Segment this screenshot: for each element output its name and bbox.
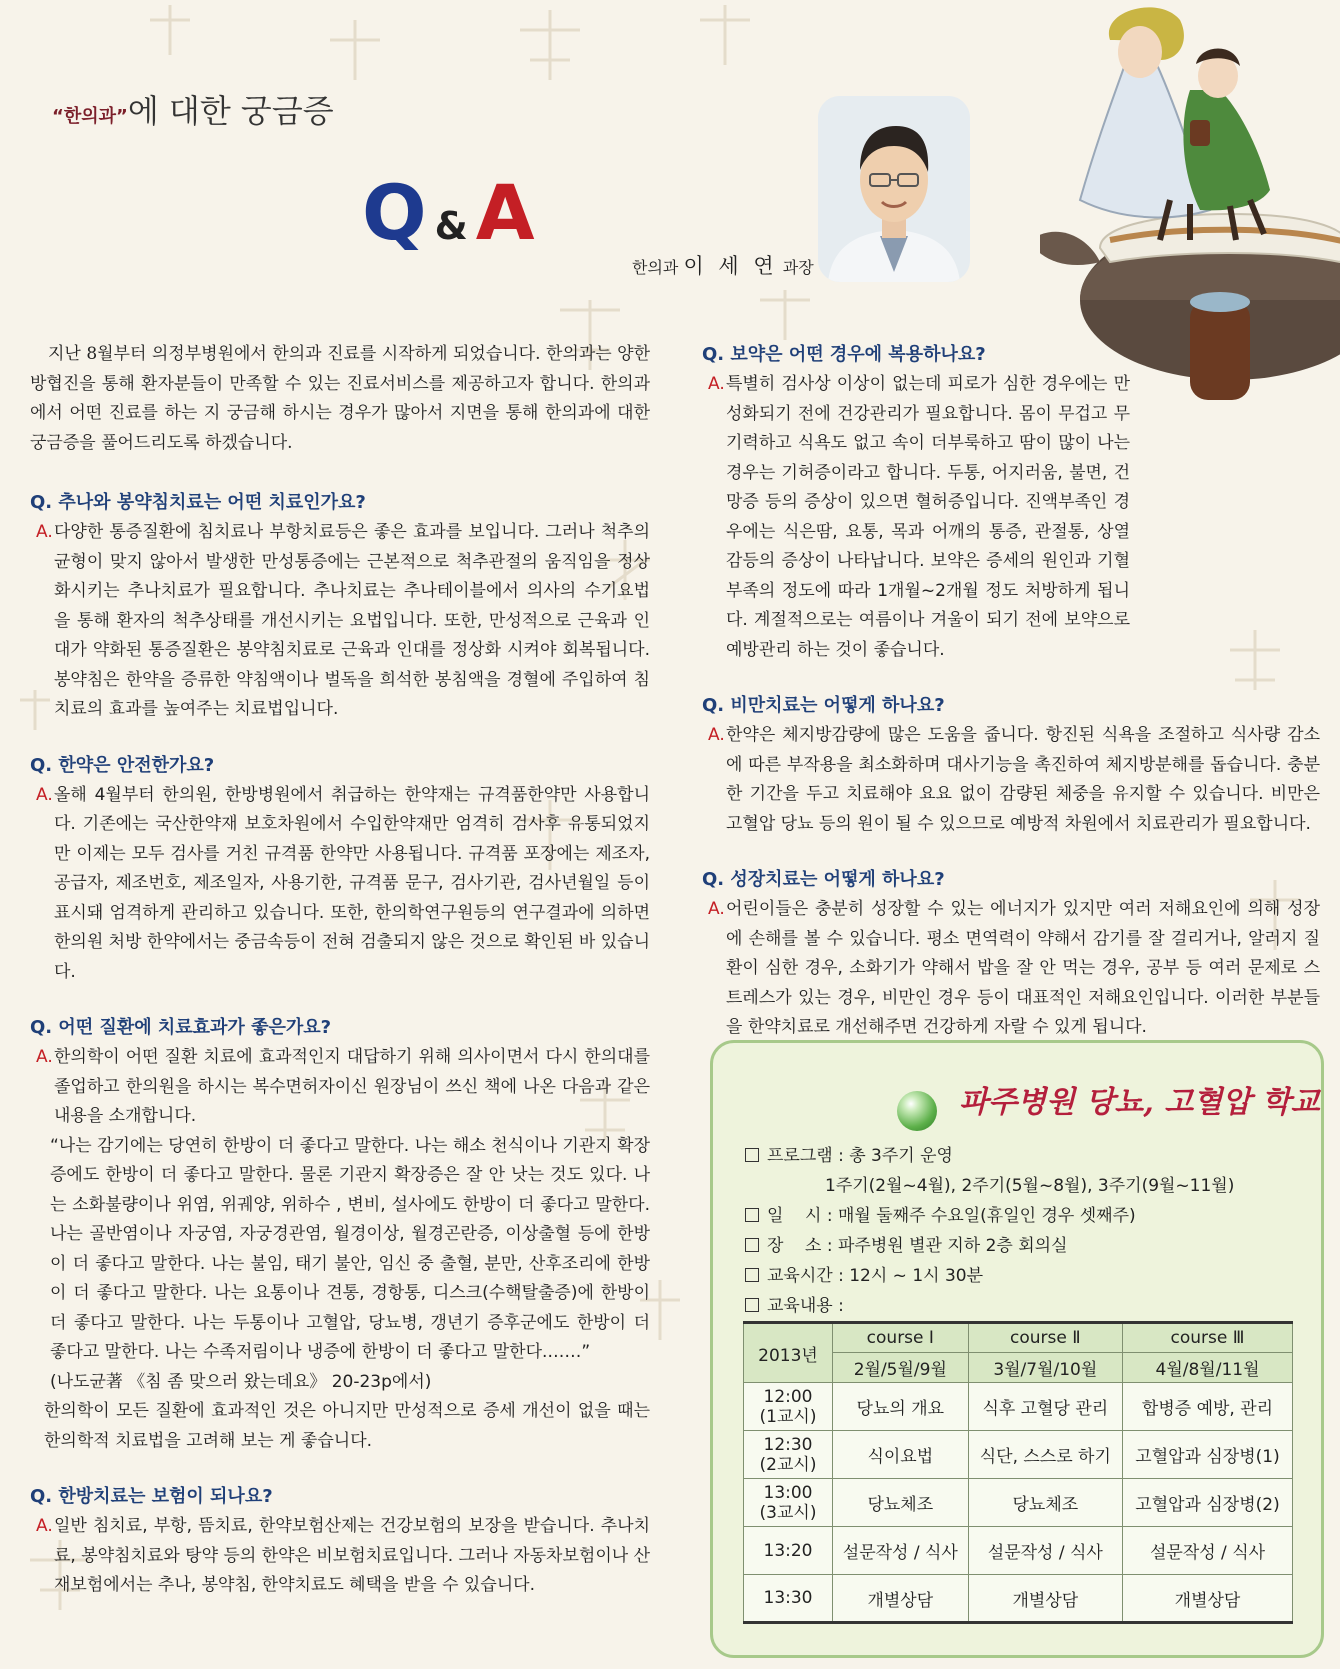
- table-cell: 개별상담: [1123, 1575, 1293, 1623]
- book-quote: “나는 감기에는 당연히 한방이 더 좋다고 말한다. 나는 해소 천식이나 기관지 확장증에도 한방이 더 좋다고 말한다. 물론 기관지 확장증은 잘 안 낫는 것도 있다. 나는 소화불량이나 위염, 위궤양, 위하수 , 변비, 설사에도 한방이 더 좋다고 말한다. 나는 골반염이나 자궁염, 자궁경관염, 월경이상, 월경곤란증, 이상출혈 등에 한방이 더 좋다고 말한다. 나는 불임, 태기 불안, 임신 중 출혈, 분만, 산후조리에 한방이 더 좋다고 말한다. 나는 요통이나 견통, 경항통, 디스크(수핵탈출증)에 한방이 더 좋다고 말한다. 나는 두통이나 고혈압, 당뇨병, 갱년기 증후군에도 한방이 더 좋다고 말한다. 나는 수족저림이나 냉증에 한방이 더 좋다고 말한다.……”: [50, 1135, 650, 1362]
- info-program-detail: 1주기(2월~4월), 2주기(5월~8월), 3주기(9월~11월): [825, 1176, 1235, 1196]
- table-course-header: course Ⅲ: [1123, 1323, 1293, 1353]
- answer-text: [30, 1512, 650, 1601]
- info-content-text: 교육내용 :: [767, 1296, 844, 1316]
- answer-text: [30, 781, 650, 988]
- question-heading: Q. 보약은 어떤 경우에 복용하나요?: [702, 344, 986, 365]
- qa-q: Q: [362, 168, 427, 257]
- checkbox-square-icon: [745, 1148, 759, 1162]
- left-column: [30, 340, 650, 1627]
- qa-section-effective-diseases: [30, 1013, 650, 1456]
- info-content: [745, 1291, 1234, 1321]
- qa-section-obesity: [702, 691, 1320, 839]
- qa-section-chuna: [30, 488, 650, 725]
- table-time: 13:00: [763, 1482, 813, 1503]
- question-heading: Q. 성장치료는 어떻게 하나요?: [702, 869, 945, 890]
- answer-text: [702, 370, 1320, 665]
- answer-mark: A.: [708, 725, 725, 745]
- question-heading: Q. 한방치료는 보험이 되나요?: [30, 1486, 273, 1507]
- table-period: (3교시): [759, 1502, 817, 1523]
- answer-body: 한의학이 어떤 질환 치료에 효과적인지 대답하기 위해 의사이면서 다시 한의대를 졸업하고 한의원을 하시는 복수면허자이신 원장님이 쓰신 책에 나온 다음과 같은 내용을 소개합니다.: [54, 1047, 650, 1126]
- table-row: [744, 1383, 1293, 1431]
- table-cell: 설문작성 / 식사: [1123, 1527, 1293, 1575]
- table-course-header: course Ⅱ: [968, 1323, 1122, 1353]
- question-heading: Q. 어떤 질환에 치료효과가 좋은가요?: [30, 1017, 332, 1038]
- book-citation: (나도균著 《침 좀 맞으러 왔는데요》 20-23p에서): [50, 1371, 432, 1392]
- answer-body: 일반 침치료, 부항, 뜸치료, 한약보험산제는 건강보험의 보장을 받습니다. 추나치료, 봉약침치료와 탕약 등의 한약은 비보험치료입니다. 그러나 자동차보험이나 산재보험에서는 추나, 봉약침, 한약치료도 혜택을 받을 수 있습니다.: [54, 1516, 650, 1595]
- table-time-cell: [744, 1383, 833, 1431]
- answer-mark: A.: [708, 899, 725, 919]
- answer-body: 어린이들은 충분히 성장할 수 있는 에너지가 있지만 여러 저해요인에 의해 성장에 손해를 볼 수 있습니다. 평소 면역력이 약해서 감기를 잘 걸리거나, 알러지 질환이 심한 경우, 소화기가 약해서 밥을 잘 안 먹는 경우, 공부 등 여러 문제로 스트레스가 있는 경우, 비만인 경우 등이 대표적인 저해요인입니다. 이러한 부분들을 한약치료로 개선해주면 건강하게 자랄 수 있게 됩니다.: [726, 899, 1320, 1037]
- qa-heading: [362, 168, 535, 257]
- table-cell: 당뇨체조: [833, 1479, 969, 1527]
- page-title: [52, 82, 334, 133]
- qa-section-tonic: [702, 340, 1320, 665]
- table-cell: 식후 고혈당 관리: [968, 1383, 1122, 1431]
- checkbox-square-icon: [745, 1268, 759, 1282]
- byline-dept: 한의과: [632, 258, 679, 277]
- checkbox-square-icon: [745, 1208, 759, 1222]
- info-program: [745, 1141, 1234, 1171]
- answer-body: 한약은 체지방감량에 많은 도움을 줍니다. 항진된 식욕을 조절하고 식사량 감소에 따른 부작용을 최소화하며 대사기능을 촉진하여 체지방분해를 돕습니다. 충분한 기간을 두고 치료해야 요요 없이 감량된 체중을 유지할 수 있습니다. 비만은 고혈압 당뇨 등의 원이 될 수 있으므로 예방적 차원에서 치료관리가 필요합니다.: [726, 725, 1320, 834]
- table-cell: 설문작성 / 식사: [968, 1527, 1122, 1575]
- answer-mark: A.: [36, 784, 53, 805]
- table-year: 2013년: [744, 1323, 833, 1383]
- qa-section-herbal-safety: [30, 751, 650, 988]
- table-row: [744, 1431, 1293, 1479]
- table-cell: 식이요법: [833, 1431, 969, 1479]
- answer-text: [30, 518, 650, 725]
- answer-mark: A.: [36, 1516, 53, 1536]
- qa-section-growth: [702, 865, 1320, 1043]
- table-period: (1교시): [759, 1406, 817, 1427]
- table-cell: 당뇨의 개요: [833, 1383, 969, 1431]
- table-row: [744, 1479, 1293, 1527]
- table-months-header: 2월/5월/9월: [833, 1353, 969, 1383]
- intro-paragraph: 지난 8월부터 의정부병원에서 한의과 진료를 시작하게 되었습니다. 한의과는 양한방협진을 통해 환자분들이 만족할 수 있는 진료서비스를 제공하고자 합니다. 한의과에서 어떤 진료를 하는 지 궁금해 하시는 경우가 많아서 지면을 통해 한의과에 대한 궁금증을 풀어드리도록 하겠습니다.: [30, 344, 650, 453]
- info-time-text: 교육시간 : 12시 ~ 1시 30분: [767, 1266, 984, 1286]
- answer-body: 특별히 검사상 이상이 없는데 피로가 심한 경우에는 만성화되기 전에 건강관리가 필요합니다. 몸이 무겁고 무기력하고 식욕도 없고 속이 더부룩하고 땀이 많이 나는 경우는 기허증이라고 합니다. 두통, 어지러움, 불면, 건망증 등의 증상이 있으면 혈허증입니다. 진액부족인 경우에는 식은땀, 요통, 목과 어깨의 통증, 관절통, 상열감등의 증상이 나타납니다. 보약은 증세의 원인과 기혈부족의 정도에 따라 1개월~2개월 정도 처방하게 됩니다. 계절적으로는 여름이나 겨울이 되기 전에 보약으로 예방관리 하는 것이 좋습니다.: [726, 374, 1130, 660]
- table-cell: 합병증 예방, 관리: [1123, 1383, 1293, 1431]
- info-time: [745, 1261, 1234, 1291]
- table-cell: 개별상담: [968, 1575, 1122, 1623]
- answer-body: 다양한 통증질환에 침치료나 부항치료등은 좋은 효과를 보입니다. 그러나 척추의 균형이 맞지 않아서 발생한 만성통증에는 근본적으로 척추관절의 움직임을 정상화시키는 추나치료가 필요합니다. 추나치료는 추나테이블에서 의사의 수기요법을 통해 환자의 척추상태를 개선시키는 요법입니다. 또한, 만성적으로 근육과 인대가 약화된 통증질환은 봉약침치료로 근육과 인대를 정상화 시켜야 회복됩니다. 봉약침은 한약을 증류한 약침액이나 벌독을 희석한 봉침액을 경혈에 주입하여 침치료의 효과를 높여주는 치료법입니다.: [54, 522, 650, 719]
- answer-body: 올해 4월부터 한의원, 한방병원에서 취급하는 한약재는 규격품한약만 사용합니다. 기존에는 국산한약재 보호차원에서 수입한약재만 엄격히 검사후 유통되었지만 이제는 모두 검사를 거친 규격품 한약만 사용됩니다. 규격품 포장에는 제조자, 공급자, 제조번호, 제조일자, 사용기한, 규격품 문구, 검사기관, 검사년월일 등이 표시돼 엄격하게 관리하고 있습니다. 또한, 한의학연구원등의 연구결과에 의하면 한의원 처방 한약에서는 중금속등이 전혀 검출되지 않은 것으로 확인된 바 있습니다.: [54, 784, 650, 982]
- school-title: 파주병원 당뇨, 고혈압 학교: [959, 1085, 1320, 1120]
- checkbox-square-icon: [745, 1238, 759, 1252]
- answer-mark: A.: [708, 374, 725, 394]
- table-time-cell: [744, 1479, 833, 1527]
- qa-section-insurance: [30, 1482, 650, 1601]
- table-time-cell: [744, 1431, 833, 1479]
- checkbox-square-icon: [745, 1298, 759, 1312]
- right-column: [702, 340, 1320, 1069]
- question-heading: Q. 비만치료는 어떻게 하나요?: [702, 695, 945, 716]
- info-date-text: 일 시 : 매월 둘째주 수요일(휴일인 경우 셋째주): [767, 1206, 1136, 1226]
- title-highlight: “한의과”: [52, 106, 128, 127]
- info-place: [745, 1231, 1234, 1261]
- diabetes-school-box: [710, 1040, 1324, 1658]
- table-row: [744, 1527, 1293, 1575]
- table-time-cell: 13:30: [744, 1575, 833, 1623]
- table-cell: 개별상담: [833, 1575, 969, 1623]
- table-row: [744, 1575, 1293, 1623]
- table-cell: 고혈압과 심장병(2): [1123, 1479, 1293, 1527]
- qa-a: A: [475, 168, 535, 257]
- table-months-header: 4월/8월/11월: [1123, 1353, 1293, 1383]
- author-byline: [632, 250, 814, 280]
- byline-title: 과장: [782, 258, 814, 277]
- info-place-text: 장 소 : 파주병원 별관 지하 2층 회의실: [767, 1236, 1068, 1256]
- table-time: 12:30: [763, 1434, 813, 1455]
- question-heading: Q. 추나와 봉약침치료는 어떤 치료인가요?: [30, 492, 366, 513]
- table-course-header: course Ⅰ: [833, 1323, 969, 1353]
- info-program-text: 프로그램 : 총 3주기 운영: [767, 1146, 953, 1166]
- doctor-photo: [818, 96, 970, 282]
- green-ball-icon: [897, 1091, 937, 1131]
- table-time-cell: 13:20: [744, 1527, 833, 1575]
- byline-name: 이 세 연: [683, 254, 778, 278]
- question-heading: Q. 한약은 안전한가요?: [30, 754, 215, 776]
- school-info: [745, 1141, 1234, 1321]
- title-rest: 에 대한 궁금증: [127, 92, 334, 130]
- answer-mark: A.: [36, 522, 53, 542]
- qa-amp: &: [434, 204, 468, 248]
- table-time: 12:00: [763, 1386, 813, 1407]
- answer-text: [702, 721, 1320, 839]
- info-date: [745, 1201, 1234, 1231]
- answer-mark: A.: [36, 1047, 53, 1067]
- answer-text: [702, 895, 1320, 1043]
- table-cell: 설문작성 / 식사: [833, 1527, 969, 1575]
- table-cell: 고혈압과 심장병(1): [1123, 1431, 1293, 1479]
- answer-conclusion: 한의학이 모든 질환에 효과적인 것은 아니지만 만성적으로 증세 개선이 없을 때는 한의학적 치료법을 고려해 보는 게 좋습니다.: [44, 1401, 650, 1451]
- table-period: (2교시): [759, 1454, 817, 1475]
- table-cell: 식단, 스스로 하기: [968, 1431, 1122, 1479]
- table-cell: 당뇨체조: [968, 1479, 1122, 1527]
- answer-text: [30, 1043, 650, 1132]
- table-months-header: 3월/7월/10월: [968, 1353, 1122, 1383]
- schedule-table: [743, 1321, 1293, 1624]
